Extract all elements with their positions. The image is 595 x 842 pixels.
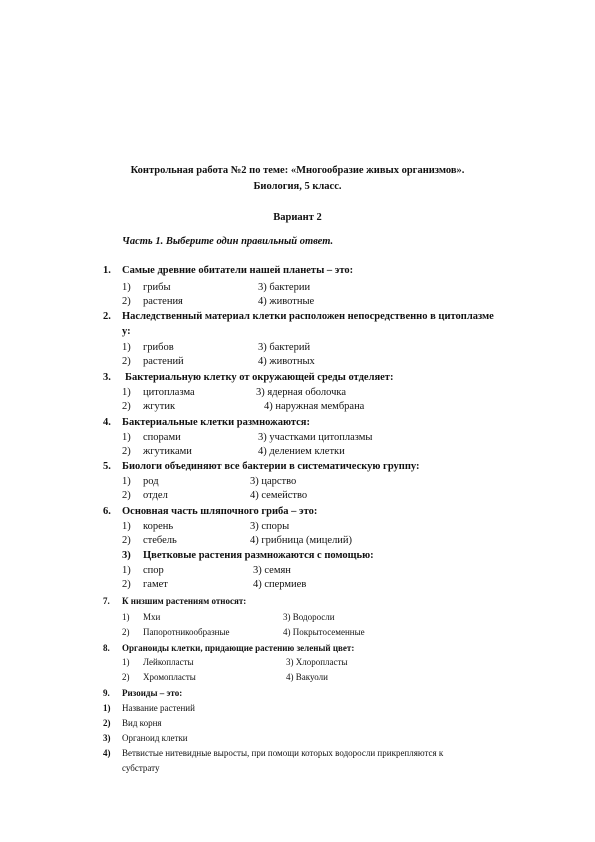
option-a: Хромопласты — [143, 672, 196, 682]
option-marker: 2) — [122, 446, 131, 457]
option-a: стебель — [143, 535, 177, 546]
option-marker: 1) — [103, 703, 111, 713]
option-marker: 2) — [122, 672, 130, 682]
question-number: 7. — [103, 596, 110, 606]
option-a: род — [143, 476, 159, 487]
option-marker: 1) — [122, 432, 131, 443]
question-number: 5. — [103, 461, 111, 472]
title-line-2: Биология, 5 класс. — [253, 181, 342, 192]
title-line-1: Контрольная работа №2 по теме: «Многообразие живых организмов». — [130, 165, 465, 176]
option-a: отдел — [143, 490, 168, 501]
option-marker: 2) — [122, 490, 131, 501]
question-text: Бактериальные клетки размножаются: — [122, 417, 310, 428]
option-marker: 3) — [103, 733, 111, 743]
subquestion-text: Цветковые растения размножаются с помощью: — [143, 550, 374, 561]
part-heading: Часть 1. Выберите один правильный ответ. — [122, 236, 334, 247]
option-a: Папоротникообразные — [143, 627, 230, 637]
option-marker: 1) — [122, 565, 131, 576]
option-marker: 2) — [122, 296, 131, 307]
question-number: 8. — [103, 643, 110, 653]
option-b: 3) участками цитоплазмы — [258, 432, 373, 443]
option-a: растений — [143, 356, 184, 367]
option-b: 3) споры — [250, 521, 290, 532]
question-text-cont: у: — [122, 326, 131, 337]
option-b: 4) животных — [258, 356, 315, 367]
question-text: Наследственный материал клетки расположен непосредственно в цитоплазме — [122, 311, 494, 322]
option-a: грибы — [143, 282, 171, 293]
option-marker: 1) — [122, 342, 131, 353]
option-marker: 1) — [122, 476, 131, 487]
option-b: 3) бактерии — [258, 282, 311, 293]
question-text: К низшим растениям относят: — [122, 596, 247, 606]
option-b: 4) спермиев — [253, 579, 307, 590]
option-a: спорами — [143, 432, 181, 443]
option-b: 4) наружная мембрана — [264, 401, 365, 412]
list-option: Вид корня — [122, 718, 162, 728]
option-b: 4) Вакуоли — [286, 672, 328, 682]
option-b: 3) Водоросли — [283, 612, 335, 622]
option-b: 4) семейство — [250, 490, 308, 501]
list-option: Название растений — [122, 703, 195, 713]
option-a: жгутиками — [143, 446, 192, 457]
option-a: гамет — [143, 579, 168, 590]
question-text: Самые древние обитатели нашей планеты – это: — [122, 265, 354, 276]
option-marker: 4) — [103, 748, 111, 758]
question-number: 6. — [103, 506, 111, 517]
option-b: 4) животные — [258, 296, 315, 307]
option-a: Лейкопласты — [143, 657, 194, 667]
option-a: спор — [143, 565, 164, 576]
question-text: Ризоиды – это: — [122, 688, 183, 698]
question-text: Органоиды клетки, придающие растению зеленый цвет: — [122, 643, 355, 653]
list-option: Ветвистые нитевидные выросты, при помощи которых водоросли прикрепляются к — [122, 748, 444, 758]
question-number: 1. — [103, 265, 111, 276]
option-b: 4) делением клетки — [258, 446, 345, 457]
option-marker: 1) — [122, 657, 130, 667]
list-option: Органоид клетки — [122, 733, 188, 743]
option-marker: 1) — [122, 521, 131, 532]
option-a: Мхи — [143, 612, 161, 622]
subquestion-number: 3) — [122, 550, 131, 561]
list-option-cont: субстрату — [122, 763, 160, 773]
variant-heading: Вариант 2 — [273, 212, 322, 223]
option-a: корень — [143, 521, 174, 532]
option-marker: 2) — [122, 627, 130, 637]
option-marker: 2) — [122, 401, 131, 412]
option-b: 3) царство — [250, 476, 297, 487]
option-a: грибов — [143, 342, 174, 353]
option-marker: 1) — [122, 282, 131, 293]
question-number: 3. — [103, 372, 111, 383]
option-marker: 2) — [122, 535, 131, 546]
option-a: растения — [143, 296, 183, 307]
option-marker: 2) — [122, 579, 131, 590]
option-b: 3) бактерий — [258, 342, 311, 353]
question-number: 2. — [103, 311, 111, 322]
option-a: жгутик — [143, 401, 176, 412]
option-marker: 2) — [103, 718, 111, 728]
option-b: 4) Покрытосеменные — [283, 627, 365, 637]
question-text: Основная часть шляпочного гриба – это: — [122, 506, 318, 517]
option-a: цитоплазма — [143, 387, 195, 398]
option-marker: 2) — [122, 356, 131, 367]
question-number: 9. — [103, 688, 110, 698]
option-b: 3) семян — [253, 565, 291, 576]
option-b: 3) ядерная оболочка — [256, 387, 346, 398]
option-b: 3) Хлоропласты — [286, 657, 348, 667]
option-marker: 1) — [122, 387, 131, 398]
question-text: Биологи объединяют все бактерии в систематическую группу: — [122, 461, 420, 472]
question-number: 4. — [103, 417, 111, 428]
option-b: 4) грибница (мицелий) — [250, 535, 353, 546]
option-marker: 1) — [122, 612, 130, 622]
question-text: Бактериальную клетку от окружающей среды отделяет: — [125, 372, 394, 383]
